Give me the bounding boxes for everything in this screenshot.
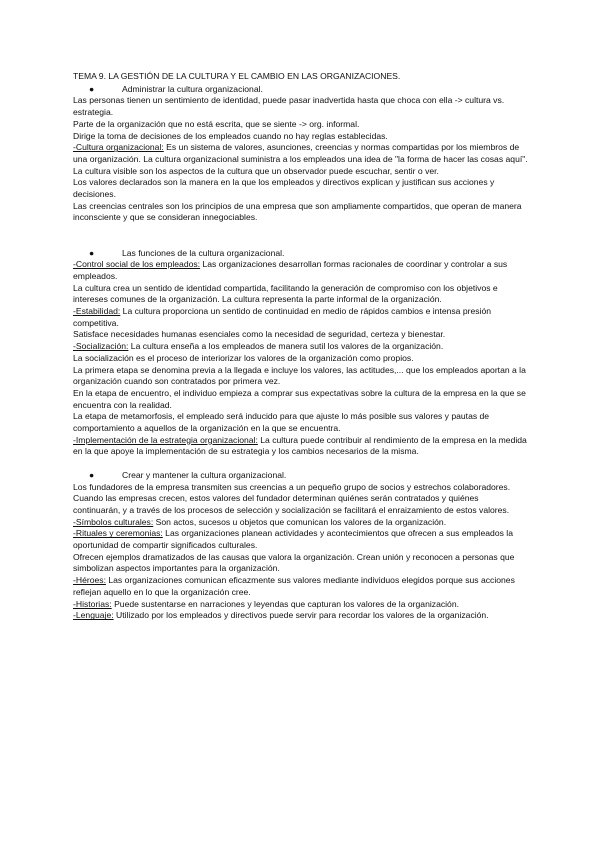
definition-text: La cultura proporciona un sentido de continuidad en medio de rápidos cambios e intensa presión competitiva. xyxy=(73,306,492,328)
definition-text: Puede sustentarse en narraciones y leyendas que capturan los valores de la organización. xyxy=(111,598,459,609)
paragraph: Las personas tienen un sentimiento de identidad, puede pasar inadvertida hasta que choca con ella -> cultura vs. estrategia. xyxy=(73,95,505,118)
term-heroes: -Héroes: xyxy=(73,575,106,586)
definition-text: Son actos, sucesos u objetos que comunican los valores de la organización. xyxy=(153,516,447,527)
definition-text: Es un sistema de valores, asunciones, creencias y normas compartidas por los miembros de una organización. La cultura organizacional suministra a los empleados una idea de "la forma de hacer las cosas aquí". xyxy=(73,142,528,164)
paragraph: Ofrecen ejemplos dramatizados de las causas que valora la organización. Crean unión y reconocen a personas que simbolizan aspectos importantes para la organización. xyxy=(73,551,515,574)
definition-paragraph xyxy=(73,599,528,611)
term-lenguaje: -Lenguaje: xyxy=(73,610,114,621)
document-page xyxy=(73,71,528,622)
paragraph: Los valores declarados son la manera en la que los empleados y directivos explican y justifican sus acciones y decisiones. xyxy=(73,177,495,200)
term-socializacion: -Socialización: xyxy=(73,341,129,352)
definition-text: Las organizaciones desarrollan formas racionales de coordinar y controlar a sus empleados. xyxy=(73,259,508,281)
paragraph: Parte de la organización que no está escrita, que se siente -> org. informal. xyxy=(73,118,360,129)
definition-text: Utilizado por los empleados y directivos puede servir para recordar los valores de la organización. xyxy=(113,610,489,621)
section-heading-text: Administrar la cultura organizacional. xyxy=(122,83,263,94)
section-heading-text: Las funciones de la cultura organizacional. xyxy=(122,247,285,258)
definition-text: La cultura enseña a los empleados de manera sutil los valores de la organización. xyxy=(128,341,444,352)
bullet-icon: ● xyxy=(89,83,95,94)
definition-text: Las organizaciones comunican eficazmente sus valores mediante individuos elegidos porque sus acciones reflejan aquello en lo que la organización cree. xyxy=(73,575,515,597)
definition-text: Las organizaciones planean actividades y acontecimientos que ofrecen a sus empleados la oportunidad de compartir significados culturales. xyxy=(73,528,513,551)
definition-paragraph xyxy=(73,142,528,165)
paragraph: Las creencias centrales son los principios de una empresa que son ampliamente compartidos, que operan de manera inconsciente y que se consideran innegociables. xyxy=(73,200,522,223)
paragraph: Cuando las empresas crecen, estos valores del fundador determinan quiénes serán contratados y quiénes continuarán, y a través de los procesos de selección y socialización se facilitará el enraizamiento de estos valores. xyxy=(73,493,510,515)
bullet-icon: ● xyxy=(89,247,95,258)
paragraph: La etapa de metamorfosis, el empleado será inducido para que ajuste lo más posible sus valores y pautas de comportamiento a aquellos de la organización en la que se encuentra. xyxy=(73,411,490,434)
definition-paragraph xyxy=(73,435,528,458)
definition-paragraph xyxy=(73,306,528,329)
section-heading-funciones xyxy=(73,248,528,260)
term-implementacion-estrategia: -Implementación de la estrategia organizacional: xyxy=(73,434,258,445)
section-heading-crear xyxy=(73,470,528,482)
paragraph: Dirige la toma de decisiones de los empleados cuando no hay reglas establecidas. xyxy=(73,130,388,141)
definition-paragraph xyxy=(73,517,528,529)
spacer xyxy=(73,224,528,236)
definition-paragraph xyxy=(73,528,528,551)
document-title: TEMA 9. LA GESTIÓN DE LA CULTURA Y EL CAMBIO EN LAS ORGANIZACIONES. xyxy=(73,71,401,81)
section-heading-administrar xyxy=(73,84,528,96)
term-historias: -Historias: xyxy=(73,598,112,609)
term-estabilidad: -Estabilidad: xyxy=(73,306,121,317)
definition-paragraph xyxy=(73,610,528,622)
paragraph: En la etapa de encuentro, el individuo empieza a comprar sus expectativas sobre la cultura de la empresa en la que se encuentra con la realidad. xyxy=(73,387,526,410)
section-heading-text: Crear y mantener la cultura organizacional. xyxy=(122,469,287,480)
spacer xyxy=(73,236,528,248)
definition-paragraph xyxy=(73,341,528,353)
term-cultura-organizacional: -Cultura organizacional: xyxy=(73,142,164,153)
spacer xyxy=(73,458,528,470)
paragraph: La primera etapa se denomina previa a la llegada e incluye los valores, las actitudes,... que los empleados aportan a la organización cuando son contratados por primera vez. xyxy=(73,364,526,387)
definition-text: La cultura puede contribuir al rendimiento de la empresa en la medida en la que apoye la implementación de su estrategia y los cambios necesarios de la misma. xyxy=(73,434,527,457)
term-rituales-ceremonias: -Rituales y ceremonias: xyxy=(73,528,163,539)
paragraph: Satisface necesidades humanas esenciales como la necesidad de seguridad, certeza y bienestar. xyxy=(73,329,446,340)
paragraph: La cultura visible son los aspectos de la cultura que un observador puede escuchar, sentir o ver. xyxy=(73,165,439,176)
paragraph: La socialización es el proceso de interiorizar los valores de la organización como propios. xyxy=(73,352,414,363)
paragraph: La cultura crea un sentido de identidad compartida, facilitando la generación de compromiso con los objetivos e intereses comunes de la organización. La cultura representa la parte informal de la organización. xyxy=(73,282,498,305)
term-simbolos-culturales: -Símbolos culturales: xyxy=(73,516,154,527)
paragraph: Los fundadores de la empresa transmiten sus creencias a un pequeño grupo de socios y estrechos colaboradores. xyxy=(73,481,511,492)
definition-paragraph xyxy=(73,259,528,282)
bullet-icon: ● xyxy=(89,469,95,480)
term-control-social: -Control social de los empleados: xyxy=(73,259,201,270)
definition-paragraph xyxy=(73,575,528,598)
